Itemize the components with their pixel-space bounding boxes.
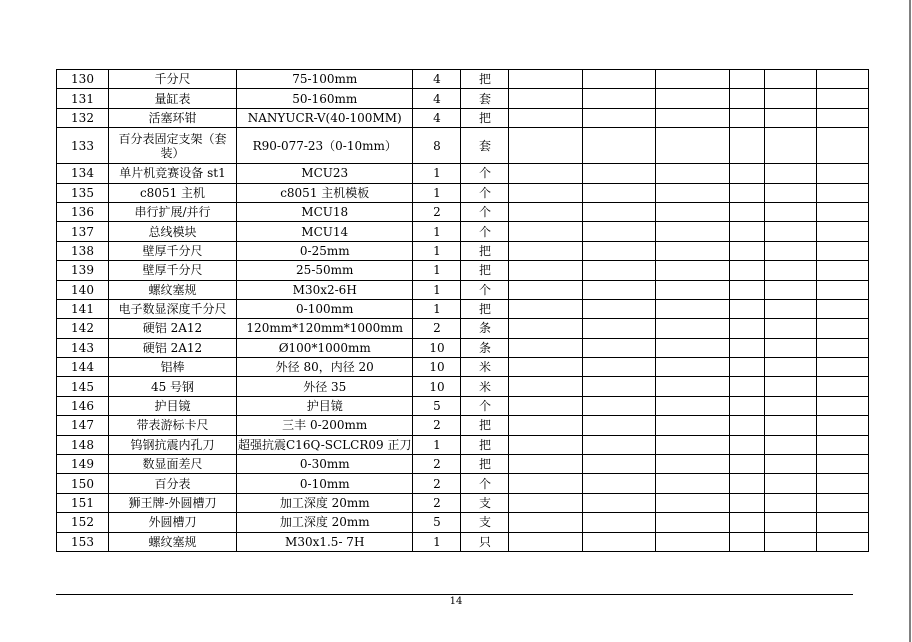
- empty-cell: [765, 202, 817, 221]
- table-row: [57, 280, 869, 299]
- empty-cell: [765, 416, 817, 435]
- empty-cell: [583, 280, 656, 299]
- row-number: 142: [57, 319, 109, 338]
- empty-cell: [730, 358, 765, 377]
- item-quantity: 5: [413, 513, 461, 532]
- empty-cell: [656, 70, 730, 89]
- empty-cell: [656, 280, 730, 299]
- row-number: 153: [57, 532, 109, 551]
- item-name: 护目镜: [109, 396, 237, 415]
- empty-cell: [656, 222, 730, 241]
- empty-cell: [765, 513, 817, 532]
- empty-cell: [730, 377, 765, 396]
- item-unit: 套: [461, 128, 509, 164]
- empty-cell: [817, 108, 869, 127]
- item-spec: 外径 35: [237, 377, 413, 396]
- empty-cell: [583, 455, 656, 474]
- table-row: [57, 70, 869, 89]
- empty-cell: [509, 474, 583, 493]
- item-name: 螺纹塞规: [109, 532, 237, 551]
- item-quantity: 1: [413, 222, 461, 241]
- empty-cell: [817, 241, 869, 260]
- empty-cell: [656, 435, 730, 454]
- table-body: [57, 70, 869, 552]
- empty-cell: [509, 164, 583, 183]
- table-row: [57, 299, 869, 318]
- empty-cell: [509, 513, 583, 532]
- row-number: 146: [57, 396, 109, 415]
- empty-cell: [509, 89, 583, 108]
- item-quantity: 10: [413, 377, 461, 396]
- empty-cell: [765, 319, 817, 338]
- item-unit: 只: [461, 532, 509, 551]
- row-number: 149: [57, 455, 109, 474]
- row-number: 144: [57, 358, 109, 377]
- empty-cell: [730, 128, 765, 164]
- empty-cell: [765, 222, 817, 241]
- empty-cell: [509, 108, 583, 127]
- empty-cell: [817, 416, 869, 435]
- empty-cell: [509, 377, 583, 396]
- empty-cell: [509, 338, 583, 357]
- table-row: [57, 222, 869, 241]
- item-name: 百分表固定支架（套装）: [109, 128, 237, 164]
- item-name: 狮王牌-外圆槽刀: [109, 493, 237, 512]
- empty-cell: [817, 474, 869, 493]
- item-name: 硬铝 2A12: [109, 319, 237, 338]
- item-name: 千分尺: [109, 70, 237, 89]
- empty-cell: [583, 416, 656, 435]
- item-spec: 25-50mm: [237, 261, 413, 280]
- item-spec: 0-30mm: [237, 455, 413, 474]
- item-name: 铝棒: [109, 358, 237, 377]
- empty-cell: [583, 435, 656, 454]
- empty-cell: [817, 128, 869, 164]
- item-spec: 护目镜: [237, 396, 413, 415]
- item-quantity: 4: [413, 108, 461, 127]
- empty-cell: [730, 435, 765, 454]
- page-edge: [909, 0, 911, 642]
- empty-cell: [656, 338, 730, 357]
- empty-cell: [730, 299, 765, 318]
- empty-cell: [817, 396, 869, 415]
- item-spec: 0-100mm: [237, 299, 413, 318]
- row-number: 138: [57, 241, 109, 260]
- item-spec: 超强抗震C16Q-SCLCR09 正刀: [237, 435, 413, 454]
- empty-cell: [509, 128, 583, 164]
- table-row: [57, 241, 869, 260]
- empty-cell: [583, 108, 656, 127]
- empty-cell: [730, 89, 765, 108]
- empty-cell: [765, 493, 817, 512]
- empty-cell: [765, 396, 817, 415]
- empty-cell: [817, 89, 869, 108]
- empty-cell: [509, 280, 583, 299]
- table-row: [57, 435, 869, 454]
- empty-cell: [583, 128, 656, 164]
- empty-cell: [730, 416, 765, 435]
- empty-cell: [656, 358, 730, 377]
- row-number: 133: [57, 128, 109, 164]
- empty-cell: [583, 474, 656, 493]
- item-unit: 个: [461, 183, 509, 202]
- empty-cell: [730, 474, 765, 493]
- item-name: 单片机竞赛设备 st1: [109, 164, 237, 183]
- item-name: 串行扩展/并行: [109, 202, 237, 221]
- empty-cell: [765, 280, 817, 299]
- item-unit: 把: [461, 70, 509, 89]
- empty-cell: [765, 128, 817, 164]
- item-unit: 把: [461, 455, 509, 474]
- empty-cell: [583, 532, 656, 551]
- table-row: [57, 89, 869, 108]
- empty-cell: [656, 241, 730, 260]
- empty-cell: [583, 241, 656, 260]
- item-name: 硬铝 2A12: [109, 338, 237, 357]
- empty-cell: [509, 493, 583, 512]
- item-name: 量缸表: [109, 89, 237, 108]
- item-quantity: 8: [413, 128, 461, 164]
- item-unit: 支: [461, 513, 509, 532]
- item-quantity: 4: [413, 89, 461, 108]
- table-row: [57, 416, 869, 435]
- empty-cell: [765, 70, 817, 89]
- empty-cell: [730, 70, 765, 89]
- item-quantity: 1: [413, 299, 461, 318]
- item-unit: 米: [461, 358, 509, 377]
- item-unit: 把: [461, 241, 509, 260]
- empty-cell: [765, 532, 817, 551]
- empty-cell: [730, 513, 765, 532]
- item-name: 壁厚千分尺: [109, 261, 237, 280]
- empty-cell: [817, 261, 869, 280]
- row-number: 132: [57, 108, 109, 127]
- item-quantity: 2: [413, 202, 461, 221]
- empty-cell: [817, 202, 869, 221]
- item-spec: NANYUCR-V(40-100MM): [237, 108, 413, 127]
- empty-cell: [656, 474, 730, 493]
- empty-cell: [730, 202, 765, 221]
- empty-cell: [730, 338, 765, 357]
- empty-cell: [765, 299, 817, 318]
- item-name: 外圆槽刀: [109, 513, 237, 532]
- item-spec: 75-100mm: [237, 70, 413, 89]
- row-number: 152: [57, 513, 109, 532]
- empty-cell: [509, 416, 583, 435]
- table-row: [57, 202, 869, 221]
- empty-cell: [817, 70, 869, 89]
- empty-cell: [583, 202, 656, 221]
- empty-cell: [583, 377, 656, 396]
- empty-cell: [730, 241, 765, 260]
- empty-cell: [817, 532, 869, 551]
- empty-cell: [583, 183, 656, 202]
- empty-cell: [583, 513, 656, 532]
- item-quantity: 1: [413, 280, 461, 299]
- empty-cell: [583, 164, 656, 183]
- empty-cell: [765, 455, 817, 474]
- empty-cell: [583, 222, 656, 241]
- item-spec: Ø100*1000mm: [237, 338, 413, 357]
- empty-cell: [765, 261, 817, 280]
- empty-cell: [730, 532, 765, 551]
- empty-cell: [765, 358, 817, 377]
- item-unit: 把: [461, 299, 509, 318]
- row-number: 140: [57, 280, 109, 299]
- empty-cell: [730, 493, 765, 512]
- empty-cell: [765, 377, 817, 396]
- row-number: 136: [57, 202, 109, 221]
- row-number: 137: [57, 222, 109, 241]
- item-name: 活塞环钳: [109, 108, 237, 127]
- empty-cell: [509, 202, 583, 221]
- empty-cell: [817, 280, 869, 299]
- item-quantity: 2: [413, 319, 461, 338]
- item-name: 45 号钢: [109, 377, 237, 396]
- table-row: [57, 261, 869, 280]
- item-spec: M30x1.5- 7H: [237, 532, 413, 551]
- empty-cell: [730, 164, 765, 183]
- item-spec: MCU23: [237, 164, 413, 183]
- empty-cell: [656, 108, 730, 127]
- empty-cell: [656, 377, 730, 396]
- item-quantity: 1: [413, 183, 461, 202]
- empty-cell: [656, 164, 730, 183]
- empty-cell: [817, 493, 869, 512]
- item-name: 钨钢抗震内孔刀: [109, 435, 237, 454]
- table-row: [57, 532, 869, 551]
- empty-cell: [656, 416, 730, 435]
- equipment-table: [56, 69, 869, 552]
- row-number: 151: [57, 493, 109, 512]
- item-unit: 条: [461, 319, 509, 338]
- row-number: 148: [57, 435, 109, 454]
- row-number: 143: [57, 338, 109, 357]
- item-unit: 个: [461, 474, 509, 493]
- item-unit: 把: [461, 416, 509, 435]
- row-number: 131: [57, 89, 109, 108]
- empty-cell: [583, 319, 656, 338]
- item-quantity: 2: [413, 493, 461, 512]
- empty-cell: [817, 164, 869, 183]
- empty-cell: [656, 396, 730, 415]
- row-number: 150: [57, 474, 109, 493]
- empty-cell: [583, 261, 656, 280]
- item-spec: MCU14: [237, 222, 413, 241]
- item-spec: 加工深度 20mm: [237, 493, 413, 512]
- item-spec: 三丰 0-200mm: [237, 416, 413, 435]
- empty-cell: [583, 89, 656, 108]
- empty-cell: [730, 183, 765, 202]
- item-unit: 个: [461, 164, 509, 183]
- item-quantity: 2: [413, 474, 461, 493]
- item-quantity: 2: [413, 455, 461, 474]
- row-number: 134: [57, 164, 109, 183]
- item-unit: 个: [461, 202, 509, 221]
- empty-cell: [583, 493, 656, 512]
- row-number: 145: [57, 377, 109, 396]
- item-spec: c8051 主机模板: [237, 183, 413, 202]
- empty-cell: [765, 164, 817, 183]
- empty-cell: [509, 435, 583, 454]
- row-number: 141: [57, 299, 109, 318]
- item-unit: 个: [461, 396, 509, 415]
- empty-cell: [817, 183, 869, 202]
- table-row: [57, 338, 869, 357]
- empty-cell: [509, 358, 583, 377]
- empty-cell: [765, 89, 817, 108]
- empty-cell: [730, 455, 765, 474]
- item-spec: 0-10mm: [237, 474, 413, 493]
- empty-cell: [730, 319, 765, 338]
- empty-cell: [730, 280, 765, 299]
- item-unit: 套: [461, 89, 509, 108]
- item-name: 螺纹塞规: [109, 280, 237, 299]
- empty-cell: [817, 455, 869, 474]
- empty-cell: [656, 202, 730, 221]
- empty-cell: [765, 338, 817, 357]
- empty-cell: [509, 241, 583, 260]
- empty-cell: [509, 261, 583, 280]
- empty-cell: [817, 358, 869, 377]
- item-unit: 个: [461, 222, 509, 241]
- empty-cell: [765, 183, 817, 202]
- item-quantity: 1: [413, 532, 461, 551]
- empty-cell: [730, 108, 765, 127]
- empty-cell: [509, 455, 583, 474]
- empty-cell: [583, 338, 656, 357]
- item-quantity: 10: [413, 358, 461, 377]
- table-row: [57, 108, 869, 127]
- item-spec: MCU18: [237, 202, 413, 221]
- empty-cell: [656, 261, 730, 280]
- item-spec: 120mm*120mm*1000mm: [237, 319, 413, 338]
- empty-cell: [730, 261, 765, 280]
- empty-cell: [730, 396, 765, 415]
- item-name: c8051 主机: [109, 183, 237, 202]
- empty-cell: [583, 299, 656, 318]
- empty-cell: [509, 299, 583, 318]
- row-number: 147: [57, 416, 109, 435]
- item-spec: 50-160mm: [237, 89, 413, 108]
- item-quantity: 4: [413, 70, 461, 89]
- empty-cell: [656, 183, 730, 202]
- item-quantity: 2: [413, 416, 461, 435]
- item-name: 壁厚千分尺: [109, 241, 237, 260]
- item-spec: 加工深度 20mm: [237, 513, 413, 532]
- empty-cell: [765, 435, 817, 454]
- empty-cell: [765, 108, 817, 127]
- table-row: [57, 164, 869, 183]
- empty-cell: [765, 241, 817, 260]
- empty-cell: [817, 299, 869, 318]
- item-spec: R90-077-23（0-10mm）: [237, 128, 413, 164]
- item-unit: 把: [461, 435, 509, 454]
- empty-cell: [583, 358, 656, 377]
- row-number: 135: [57, 183, 109, 202]
- empty-cell: [509, 222, 583, 241]
- empty-cell: [817, 319, 869, 338]
- table-row: [57, 358, 869, 377]
- table-row: [57, 377, 869, 396]
- table-row: [57, 128, 869, 164]
- row-number: 130: [57, 70, 109, 89]
- empty-cell: [509, 532, 583, 551]
- item-quantity: 1: [413, 261, 461, 280]
- empty-cell: [817, 513, 869, 532]
- table-row: [57, 455, 869, 474]
- item-spec: 外径 80，内径 20: [237, 358, 413, 377]
- empty-cell: [509, 396, 583, 415]
- table-row: [57, 474, 869, 493]
- item-unit: 支: [461, 493, 509, 512]
- empty-cell: [817, 338, 869, 357]
- table-row: [57, 513, 869, 532]
- item-quantity: 10: [413, 338, 461, 357]
- empty-cell: [817, 222, 869, 241]
- row-number: 139: [57, 261, 109, 280]
- item-quantity: 1: [413, 164, 461, 183]
- item-quantity: 1: [413, 241, 461, 260]
- item-unit: 把: [461, 108, 509, 127]
- empty-cell: [509, 319, 583, 338]
- empty-cell: [656, 513, 730, 532]
- item-quantity: 1: [413, 435, 461, 454]
- empty-cell: [765, 474, 817, 493]
- item-spec: 0-25mm: [237, 241, 413, 260]
- empty-cell: [656, 319, 730, 338]
- table-row: [57, 319, 869, 338]
- empty-cell: [656, 128, 730, 164]
- table-row: [57, 396, 869, 415]
- item-name: 总线模块: [109, 222, 237, 241]
- item-name: 电子数显深度千分尺: [109, 299, 237, 318]
- empty-cell: [656, 89, 730, 108]
- item-unit: 条: [461, 338, 509, 357]
- empty-cell: [583, 70, 656, 89]
- item-unit: 把: [461, 261, 509, 280]
- empty-cell: [656, 532, 730, 551]
- empty-cell: [656, 493, 730, 512]
- empty-cell: [817, 435, 869, 454]
- table-row: [57, 493, 869, 512]
- empty-cell: [730, 222, 765, 241]
- item-name: 带表游标卡尺: [109, 416, 237, 435]
- footer-rule: [56, 594, 853, 595]
- empty-cell: [817, 377, 869, 396]
- item-unit: 米: [461, 377, 509, 396]
- empty-cell: [509, 70, 583, 89]
- page-number: 14: [449, 596, 463, 607]
- item-name: 百分表: [109, 474, 237, 493]
- item-quantity: 5: [413, 396, 461, 415]
- empty-cell: [509, 183, 583, 202]
- empty-cell: [583, 396, 656, 415]
- item-unit: 个: [461, 280, 509, 299]
- table-row: [57, 183, 869, 202]
- empty-cell: [656, 299, 730, 318]
- item-spec: M30x2-6H: [237, 280, 413, 299]
- empty-cell: [656, 455, 730, 474]
- item-name: 数显面差尺: [109, 455, 237, 474]
